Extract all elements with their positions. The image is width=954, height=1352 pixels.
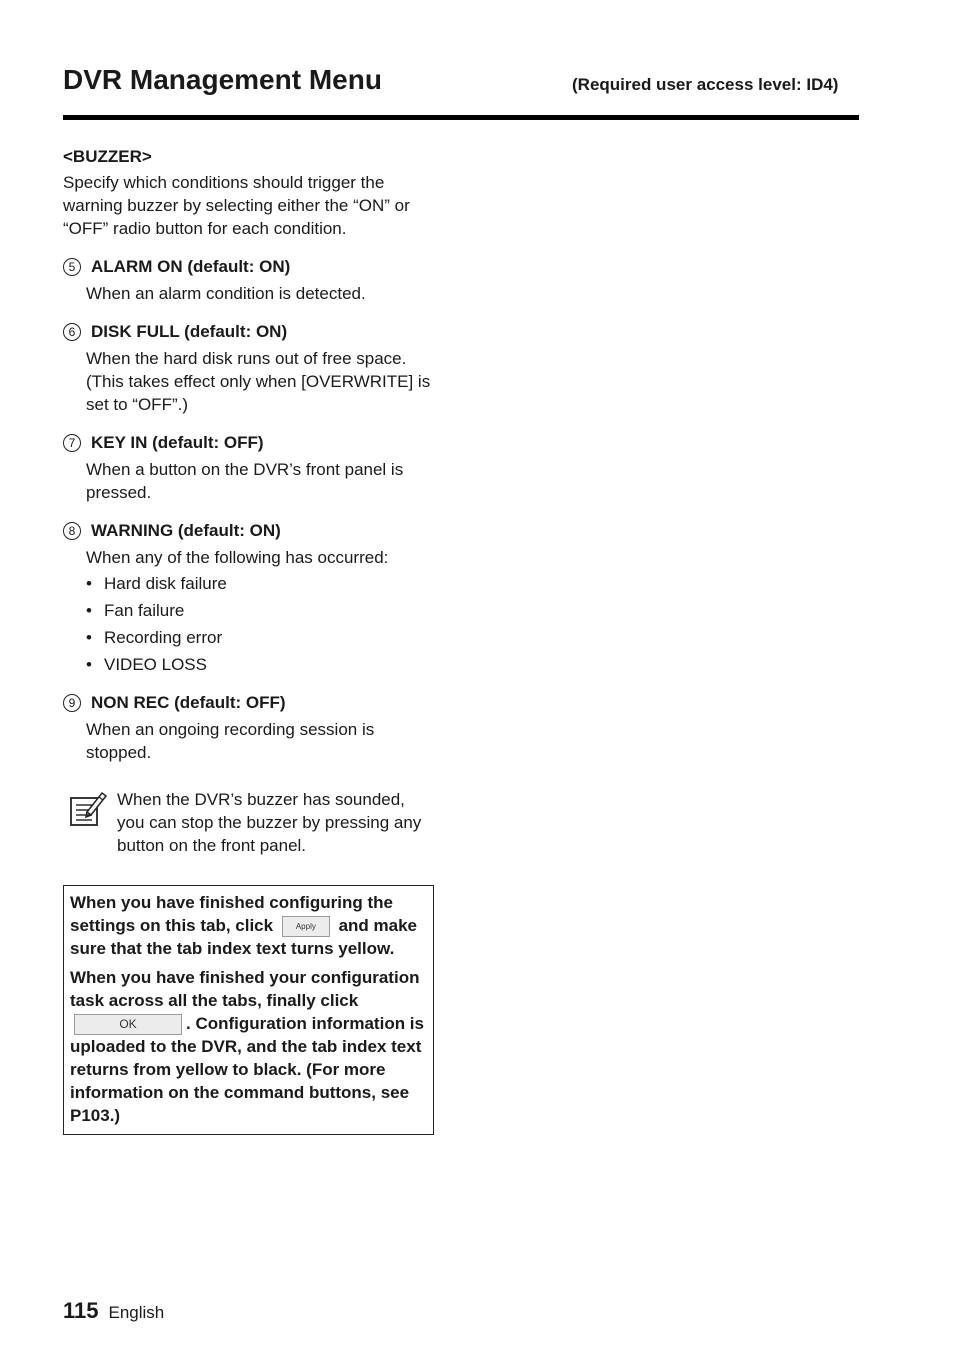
memo-pencil-icon	[67, 788, 109, 828]
item-description: When an alarm condition is detected.	[86, 284, 366, 303]
page-number: 115	[63, 1298, 99, 1323]
item-title: ALARM ON (default: ON)	[91, 257, 291, 276]
list-item: • Recording error	[86, 626, 435, 649]
item-number-circle: 5	[63, 258, 81, 276]
note-text: When the DVR’s buzzer has sounded, you can stop the buzzer by pressing any button on the front panel.	[117, 790, 422, 855]
warning-conditions-list	[86, 572, 435, 676]
item-key-in	[63, 431, 435, 504]
ok-button[interactable]: OK	[74, 1014, 182, 1035]
list-item: • Hard disk failure	[86, 572, 435, 595]
header-divider	[63, 115, 859, 120]
item-number-circle: 9	[63, 694, 81, 712]
item-number-circle: 8	[63, 522, 81, 540]
item-number-circle: 6	[63, 323, 81, 341]
item-disk-full	[63, 320, 435, 416]
item-title: WARNING (default: ON)	[91, 521, 281, 540]
item-alarm-on	[63, 255, 435, 305]
instruction-ok: When you have finished your configuration task across all the tabs, finally click OK . Configuration information is uploaded to the DVR, and the tab index text returns from yellow to black. (For more information on the command buttons, see P103.)	[70, 968, 424, 1126]
item-title: DISK FULL (default: ON)	[91, 322, 288, 341]
item-title: NON REC (default: OFF)	[91, 693, 286, 712]
note-block	[63, 788, 435, 857]
language-label: English	[108, 1303, 165, 1322]
item-description: When the hard disk runs out of free space. (This takes effect only when [OVERWRITE] is set to “OFF”.)	[86, 349, 431, 414]
access-level-note: (Required user access level: ID4)	[572, 75, 839, 94]
item-non-rec	[63, 691, 435, 764]
list-item: • Fan failure	[86, 599, 435, 622]
item-warning	[63, 519, 435, 676]
section-intro: Specify which conditions should trigger the warning buzzer by selecting either the “ON” or “OFF” radio button for each condition.	[63, 173, 410, 238]
content-column	[63, 145, 435, 1135]
page-title: DVR Management Menu	[63, 64, 382, 95]
item-number-circle: 7	[63, 434, 81, 452]
instruction-apply: When you have finished configuring the settings on this tab, click Apply and make sure that the tab index text turns yellow.	[70, 893, 418, 959]
item-description: When any of the following has occurred:	[86, 548, 389, 567]
item-description: When an ongoing recording session is stopped.	[86, 720, 375, 762]
section-heading: <BUZZER>	[63, 147, 152, 166]
item-description: When a button on the DVR’s front panel is pressed.	[86, 460, 404, 502]
item-title: KEY IN (default: OFF)	[91, 433, 264, 452]
apply-button[interactable]: Apply	[282, 916, 330, 937]
list-item: • VIDEO LOSS	[86, 653, 435, 676]
instruction-box	[63, 885, 434, 1135]
page-footer	[63, 1298, 164, 1324]
